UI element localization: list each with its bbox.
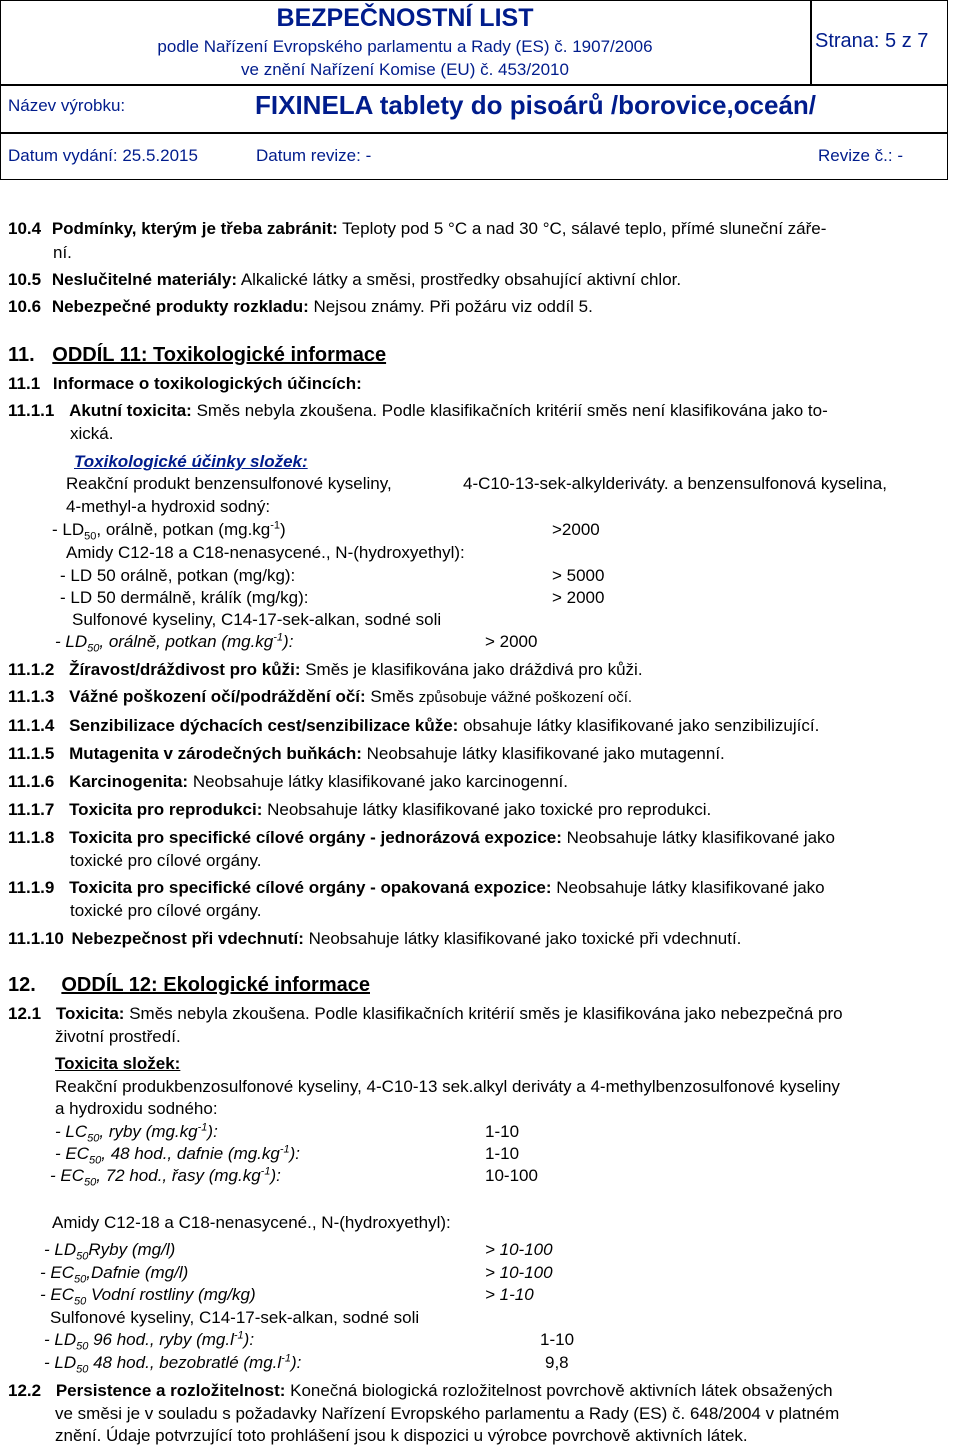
component-3-ld50-value: > 2000 [485, 632, 538, 651]
item-11-1-9 [8, 878, 825, 898]
item-10-4 [8, 219, 826, 239]
section-title: ODDÍL 12: Ekologické informace [61, 974, 370, 996]
issue-date: Datum vydání: 25.5.2015 [8, 146, 198, 165]
component-2-name: Amidy C12-18 a C18-nenasycené., N-(hydroxyethyl): [66, 543, 465, 562]
document-header [0, 0, 946, 180]
row-sup: -1 [260, 1165, 271, 1178]
component-1-ld50-value: >2000 [552, 520, 600, 539]
item-text: Nejsou známy. Při požáru viz oddíl 5. [308, 297, 593, 316]
row-sup: -1 [273, 631, 284, 644]
item-text: Konečná biologická rozložitelnost povrchově aktivních látek obsažených [285, 1381, 833, 1400]
item-11-1-1 [8, 401, 828, 421]
row-text: 96 hod., ryby (mg.l [88, 1330, 234, 1349]
row-sup: -1 [270, 519, 281, 532]
component-2-value-1: > 5000 [552, 566, 605, 585]
item-text: Neobsahuje látky klasifikované jako mutagenní. [361, 744, 725, 763]
item-number: 11.1.4 [8, 716, 55, 735]
item-text: Směs nebyla zkoušena. Podle klasifikačních kritérií směs není klasifikována jako to- [191, 401, 828, 420]
row-text: , orálně, potkan (mg.kg [99, 632, 274, 651]
tox-components-title: Toxikologické účinky složek: [74, 452, 308, 471]
row-text: , 72 hod., řasy (mg.kg [96, 1166, 261, 1185]
item-number: 11.1.3 [8, 687, 55, 706]
item-text: Neobsahuje látky klasifikované jako toxické pro reprodukci. [262, 800, 712, 819]
row-sub: 50 [76, 1363, 89, 1376]
item-11-1-6 [8, 772, 568, 792]
item-11-1-5 [8, 744, 725, 764]
eco-c1-value: 1-10 [485, 1122, 520, 1141]
row-sub: 50 [84, 530, 97, 543]
item-11-1-3 [8, 687, 632, 707]
item-label: Toxicita: [55, 1004, 125, 1023]
item-label: Toxicita pro specifické cílové orgány - jednorázová expozice: [69, 828, 562, 847]
regulation-line-2: ve znění Nařízení Komise (EU) č. 453/2010 [241, 60, 569, 79]
row-sub: 50 [87, 1132, 100, 1145]
eco-c2-value: > 10-100 [485, 1240, 553, 1259]
row-end: ) [280, 520, 286, 539]
row-end: ): [270, 1166, 281, 1185]
item-text: Neobsahuje látky klasifikované jako toxické při vdechnutí. [303, 929, 742, 948]
row-sub: 50 [76, 1340, 89, 1353]
item-label: Akutní toxicita: [69, 401, 192, 420]
item-text: Alkalické látky a směsi, prostředky obsahující aktivní chlor. [237, 270, 682, 289]
item-11-1-8-cont: toxické pro cílové orgány. [70, 851, 262, 870]
item-11-1-7 [8, 800, 711, 820]
row-sup: -1 [279, 1143, 290, 1156]
page-number: Strana: 5 z 7 [815, 30, 929, 52]
component-3-ld50 [55, 631, 294, 655]
eco-c3-value: 9,8 [545, 1353, 569, 1372]
subsection-title: Informace o toxikologických účincích: [52, 374, 362, 393]
item-number: 11.1.7 [8, 800, 55, 819]
section-number: 11. [8, 344, 35, 366]
item-11-1-1-cont: xická. [70, 424, 114, 443]
item-label: Nebezpečné produkty rozkladu: [51, 297, 309, 316]
item-label: Persistence a rozložitelnost: [55, 1381, 286, 1400]
item-text: Směs je klasifikována jako dráždivá pro kůži. [300, 660, 643, 679]
item-label: Mutagenita v zárodečných buňkách: [69, 744, 362, 763]
item-11-1-4 [8, 716, 819, 736]
eco-c1-value: 1-10 [485, 1144, 520, 1163]
subsection-11-1 [8, 374, 362, 394]
row-end: ): [243, 1330, 255, 1349]
row-label: - LD [55, 632, 88, 651]
revision-date: Datum revize: - [256, 146, 372, 165]
item-text: obsahuje látky klasifikované jako senzibilizující. [458, 716, 820, 735]
eco-component-1-line-1: Reakční produkbenzosulfonové kyseliny, 4-C10-13 sek.alkyl deriváty a 4-methylbenzosulfonové kyseliny [55, 1077, 840, 1096]
component-1-line-1a: Reakční produkt benzensulfonové kyseliny, [66, 474, 392, 493]
eco-c2-value: > 10-100 [485, 1263, 553, 1282]
eco-component-1-line-2: a hydroxidu sodného: [55, 1099, 218, 1118]
section-number: 12. [8, 974, 36, 996]
component-1-ld50 [52, 519, 286, 543]
row-label: - EC [40, 1285, 74, 1304]
row-sub: 50 [74, 1273, 87, 1286]
eco-c2-row [44, 1240, 176, 1263]
item-text-small: způsobuje vážné poškození očí. [418, 689, 633, 706]
document-title: BEZPEČNOSTNÍ LIST [276, 4, 534, 32]
item-number: 12.1 [8, 1004, 42, 1023]
item-10-4-cont: ní. [53, 243, 72, 262]
revision-number: Revize č.: - [818, 146, 904, 165]
row-label: - EC [50, 1166, 84, 1185]
component-2-row-1: - LD 50 orálně, potkan (mg/kg): [60, 566, 296, 585]
eco-c1-row [55, 1121, 218, 1145]
eco-c2-row [40, 1263, 189, 1286]
row-text: , 48 hod., dafnie (mg.kg [101, 1144, 280, 1163]
item-text: Neobsahuje látky klasifikované jako [551, 878, 825, 897]
row-sub: 50 [76, 1250, 89, 1263]
row-text: Ryby (mg/l) [88, 1240, 176, 1259]
eco-component-3-name: Sulfonové kyseliny, C14-17-sek-alkan, sodné soli [50, 1308, 420, 1327]
item-10-6 [8, 297, 593, 317]
eco-c3-row [44, 1329, 255, 1353]
item-text: Neobsahuje látky klasifikované jako karcinogenní. [188, 772, 568, 791]
row-sub: 50 [89, 1154, 102, 1167]
item-label: Nebezpečnost při vdechnutí: [71, 929, 304, 948]
row-sub: 50 [84, 1176, 97, 1189]
item-number: 10.6 [8, 297, 42, 316]
item-12-2-line-3: znění. Údaje potvrzující toto prohlášení jsou k dispozici u výrobce povrchově aktivních látek. [55, 1426, 748, 1445]
subsection-number: 11.1 [8, 374, 41, 393]
product-label: Název výrobku: [8, 96, 126, 115]
row-sub: 50 [74, 1295, 87, 1308]
row-sup: -1 [197, 1121, 208, 1134]
item-number: 11.1.5 [8, 744, 55, 763]
item-label: Podmínky, kterým je třeba zabránit: [51, 219, 338, 238]
row-end: ): [207, 1122, 218, 1141]
item-12-1-cont: životní prostředí. [55, 1027, 181, 1046]
item-10-5 [8, 270, 681, 290]
row-end: ): [290, 1353, 302, 1372]
row-label: - LD [44, 1353, 77, 1372]
row-text: , ryby (mg.kg [99, 1122, 198, 1141]
row-sup: -1 [281, 1352, 291, 1365]
component-1-line-1b: 4-C10-13-sek-alkylderiváty. a benzensulfonová kyselina, [463, 474, 887, 493]
item-number: 11.1.8 [8, 828, 55, 847]
eco-c1-row [50, 1165, 281, 1189]
row-text: , orálně, potkan (mg.kg [96, 520, 271, 539]
row-end: ): [289, 1144, 301, 1163]
item-label: Žíravost/dráždivost pro kůži: [69, 660, 301, 679]
row-label: - LD [52, 520, 85, 539]
item-label: Toxicita pro specifické cílové orgány - opakovaná expozice: [69, 878, 552, 897]
regulation-line-1: podle Nařízení Evropského parlamentu a Rady (ES) č. 1907/2006 [157, 37, 653, 56]
eco-c3-row [44, 1352, 302, 1376]
eco-c3-value: 1-10 [540, 1330, 575, 1349]
section-11-heading [8, 344, 386, 367]
row-label: - EC [55, 1144, 89, 1163]
item-label: Toxicita pro reprodukci: [69, 800, 263, 819]
item-12-2 [8, 1381, 833, 1401]
section-title: ODDÍL 11: Toxikologické informace [52, 344, 387, 366]
item-number: 11.1.1 [8, 401, 55, 420]
item-11-1-10 [8, 929, 741, 949]
row-sub: 50 [87, 642, 100, 655]
item-text: Směs [365, 687, 419, 706]
product-name: FIXINELA tablety do pisoárů /borovice,oceán/ [255, 90, 817, 120]
row-label: - LC [55, 1122, 88, 1141]
section-12-heading [8, 974, 370, 997]
item-11-1-2 [8, 660, 643, 680]
item-11-1-8 [8, 828, 835, 848]
item-number: 10.4 [8, 219, 42, 238]
row-label: - LD [44, 1240, 77, 1259]
eco-component-2-name: Amidy C12-18 a C18-nenasycené., N-(hydroxyethyl): [52, 1213, 451, 1232]
component-2-value-2: > 2000 [552, 588, 605, 607]
item-number: 11.1.9 [8, 878, 55, 897]
item-number: 11.1.6 [8, 772, 55, 791]
item-12-2-line-2: ve směsi je v souladu s požadavky Nařízení Evropského parlamentu a Rady (ES) č. 648/2004 v platném [55, 1404, 840, 1423]
row-end: ): [283, 632, 294, 651]
item-11-1-9-cont: toxické pro cílové orgány. [70, 901, 262, 920]
item-12-1 [8, 1004, 843, 1024]
item-number: 11.1.10 [8, 929, 64, 948]
item-label: Karcinogenita: [69, 772, 189, 791]
row-text: 48 hod., bezobratlé (mg.l [88, 1353, 282, 1372]
item-number: 12.2 [8, 1381, 42, 1400]
row-label: - EC [40, 1263, 74, 1282]
component-1-line-2: 4-methyl-a hydroxid sodný: [66, 497, 271, 516]
item-number: 11.1.2 [8, 660, 55, 679]
item-label: Senzibilizace dýchacích cest/senzibilizace kůže: [69, 716, 459, 735]
component-3-name: Sulfonové kyseliny, C14-17-sek-alkan, sodné soli [72, 610, 442, 629]
item-number: 10.5 [8, 270, 42, 289]
component-2-row-2: - LD 50 dermálně, králík (mg/kg): [60, 588, 309, 607]
row-text: ,Dafnie (mg/l) [86, 1263, 189, 1282]
row-label: - LD [44, 1330, 77, 1349]
row-text: Vodní rostliny (mg/kg) [86, 1285, 256, 1304]
item-text: Neobsahuje látky klasifikované jako [561, 828, 836, 847]
eco-c2-row [40, 1285, 256, 1308]
eco-c2-value: > 1-10 [485, 1285, 534, 1304]
eco-components-title: Toxicita složek: [55, 1054, 181, 1073]
item-label: Neslučitelné materiály: [51, 270, 238, 289]
item-text: Směs nebyla zkoušena. Podle klasifikačních kritérií směs je klasifikována jako nebezpečná pro [124, 1004, 843, 1023]
row-sup: -1 [233, 1329, 244, 1342]
eco-c1-row [55, 1143, 301, 1167]
eco-c1-value: 10-100 [485, 1166, 538, 1185]
item-label: Vážné poškození očí/podráždění očí: [69, 687, 366, 706]
item-text: Teploty pod 5 °C a nad 30 °C, sálavé teplo, přímé sluneční záře- [337, 219, 827, 238]
